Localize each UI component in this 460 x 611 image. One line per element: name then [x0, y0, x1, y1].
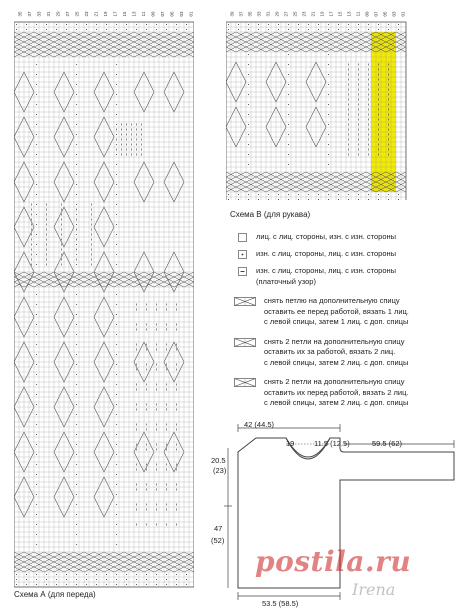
- column-number-label: 09: [364, 11, 370, 17]
- blank-square-icon: [238, 233, 247, 242]
- dim-shoulder: 11.5 (12.5): [314, 439, 350, 448]
- column-number-label: 21: [93, 11, 99, 17]
- cable-1x1-left-icon: [234, 297, 256, 306]
- legend-text: изн. с лиц. стороны, лиц. с изн. стороны: [256, 249, 397, 258]
- column-number-label: 23: [301, 11, 307, 17]
- column-number-label: 31: [265, 11, 271, 17]
- column-number-label: 23: [84, 11, 90, 17]
- chart-a-grid: [14, 8, 194, 588]
- column-number-label: 25: [74, 11, 80, 17]
- legend-text: лиц. с лиц. стороны, изн. с изн. стороны: [256, 232, 397, 241]
- legend-text: оставить их перед работой, вязать 2 лиц.: [264, 387, 409, 397]
- column-number-label: 27: [65, 11, 71, 17]
- dim-sleeve: 59.5 (62): [372, 439, 403, 448]
- column-number-label: 33: [36, 11, 42, 17]
- column-number-label: 11: [140, 11, 146, 17]
- column-number-label: 13: [346, 11, 352, 17]
- watermark-signature: Irena: [352, 580, 396, 599]
- legend-text: оставить их за работой, вязать 2 лиц.: [264, 347, 396, 356]
- dot-square-icon: [238, 250, 247, 259]
- column-number-label: 11: [355, 11, 361, 17]
- column-number-label: 13: [131, 11, 137, 17]
- column-number-label: 39: [229, 11, 235, 17]
- column-number-label: 19: [319, 11, 325, 17]
- cable-2x2-right-icon: [234, 338, 256, 347]
- legend-text: снять 2 петли на дополнительную спицу: [264, 336, 405, 346]
- column-number-label: 15: [337, 11, 343, 17]
- dim-body: 47: [214, 524, 223, 533]
- column-number-label: 05: [169, 11, 175, 17]
- cable-2x2-left-icon: [234, 378, 256, 387]
- dim-bottom-width: 53.5 (58.5): [262, 599, 299, 608]
- dim-body-alt: (52): [211, 536, 225, 545]
- column-number-label: 35: [17, 11, 23, 17]
- legend-text: изн. с лиц. стороны, лиц. с изн. стороны: [256, 266, 397, 275]
- column-number-label: 27: [283, 11, 289, 17]
- dash-square-icon: [238, 267, 247, 276]
- dim-neck: 19: [286, 439, 295, 448]
- chart-a-caption: Схема А (для переда): [14, 590, 96, 599]
- legend-text: с левой спицы, затем 1 лиц. с доп. спицы: [264, 317, 409, 326]
- chart-b-grid: [226, 8, 414, 200]
- column-number-label: 37: [27, 11, 33, 17]
- column-number-label: 07: [373, 11, 379, 17]
- column-number-label: 01: [400, 11, 406, 17]
- column-number-label: 09: [150, 11, 156, 17]
- stitch-grid: [226, 22, 406, 200]
- column-number-label: 17: [112, 11, 118, 17]
- dim-armhole-alt: (23): [213, 466, 227, 475]
- legend-text: с левой спицы, затем 2 лиц. с доп. спицы: [264, 357, 409, 367]
- legend-text: с левой спицы, затем 2 лиц. с доп. спицы: [264, 398, 409, 407]
- column-number-label: 33: [256, 11, 262, 17]
- chart-b-caption: Схема В (для рукава): [230, 210, 311, 219]
- column-number-label: 31: [46, 11, 52, 17]
- column-number-label: 05: [382, 11, 388, 17]
- legend-text: оставить ее перед работой, вязать 1 лиц.: [264, 306, 409, 316]
- dim-armhole: 20.5: [211, 456, 226, 465]
- legend-text: (платочный узор): [256, 276, 316, 286]
- column-number-label: 01: [188, 11, 194, 17]
- column-number-label: 35: [247, 11, 253, 17]
- column-number-label: 07: [159, 11, 165, 17]
- column-number-label: 15: [121, 11, 127, 17]
- dim-top-width: 42 (44.5): [244, 420, 275, 429]
- column-number-label: 17: [328, 11, 334, 17]
- column-number-label: 21: [310, 11, 316, 17]
- column-number-label: 19: [103, 11, 108, 17]
- column-number-label: 03: [178, 11, 184, 17]
- watermark-logo: postila.ru: [255, 545, 412, 578]
- column-number-label: 03: [391, 11, 397, 17]
- legend-text: снять петлю на дополнительную спицу: [264, 296, 400, 305]
- column-number-label: 37: [238, 11, 244, 17]
- column-number-label: 25: [292, 11, 298, 17]
- column-number-label: 29: [55, 11, 61, 17]
- legend-text: снять 2 петли на дополнительную спицу: [264, 377, 405, 386]
- column-number-label: 29: [274, 11, 280, 17]
- stitch-grid: [14, 22, 194, 587]
